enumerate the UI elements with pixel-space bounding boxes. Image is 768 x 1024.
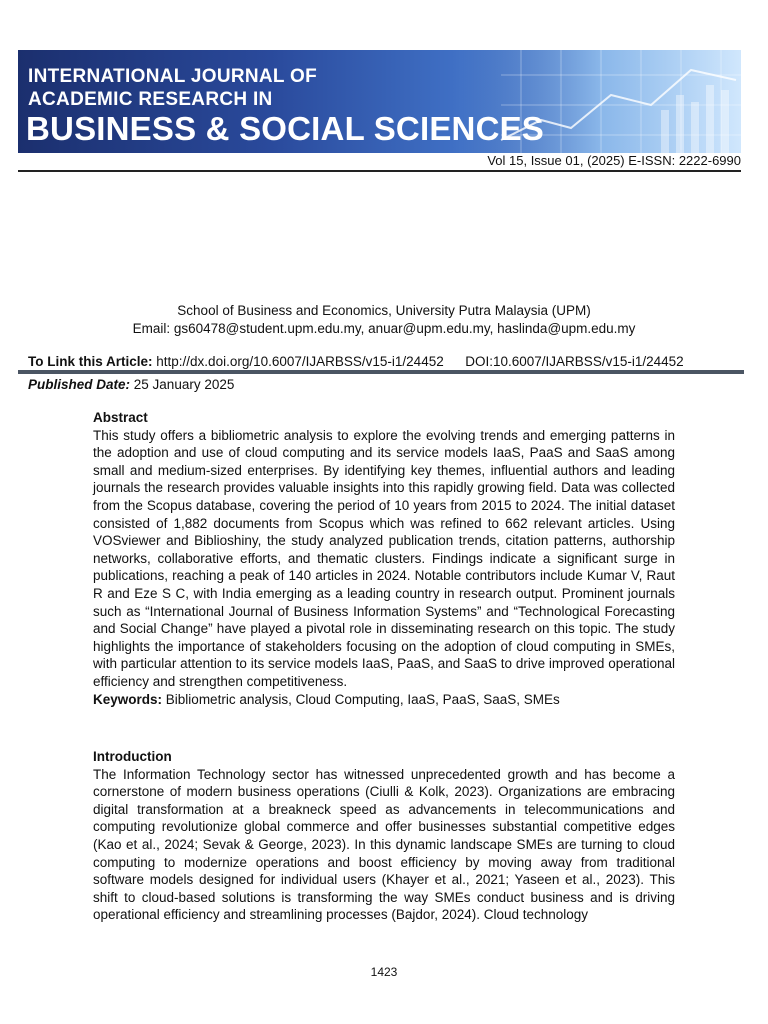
journal-title-line-1: INTERNATIONAL JOURNAL OF	[28, 66, 318, 87]
keywords-text: Bibliometric analysis, Cloud Computing, IaaS, PaaS, SaaS, SMEs	[165, 691, 560, 707]
affiliation-institution: School of Business and Economics, University Putra Malaysia (UPM)	[177, 303, 591, 318]
published-date-label: Published Date:	[28, 377, 131, 392]
article-link-line	[28, 353, 684, 371]
published-date-value: 25 January 2025	[133, 377, 235, 392]
article-doi[interactable]: DOI:10.6007/IJARBSS/v15-i1/24452	[465, 354, 684, 369]
page-number: 1423	[370, 965, 398, 979]
introduction-text: The Information Technology sector has witnessed unprecedented growth and has become a cornerstone of modern business operations (Ciulli & Kolk, 2023). Organizations are embracing digital transformation at a breakneck speed as advancements in telecommunications and computing revolutionize global commerce and offer businesses substantial competitive edges (Kao et al., 2024; Sevak & George, 2023). In this dynamic landscape SMEs are turning to cloud computing to modernize operations and boost efficiency by moving away from traditional software models designed for individual users (Khayer et al., 2021; Yaseen et al., 2023). This shift to cloud-based solutions is transforming the way SMEs conduct business and is driving operational efficiency and streamlining processes (Bajdor, 2024). Cloud technology	[93, 766, 675, 923]
journal-title-line-2: ACADEMIC RESEARCH IN	[28, 89, 273, 110]
abstract-heading: Abstract	[93, 410, 148, 425]
abstract-text: This study offers a bibliometric analysis to explore the evolving trends and emerging patterns in the adoption and use of cloud computing and its service models IaaS, PaaS and SaaS among small and medium-sized enterprises. By identifying key themes, influential authors and leading journals the research provides valuable insights into this rapidly growing field. Data was collected from the Scopus database, covering the period of 10 years from 2015 to 2024. The initial dataset consisted of 1,882 documents from Scopus which was refined to 662 relevant articles. Using VOSviewer and Biblioshiny, the study analyzed publication trends, citation patterns, authorship networks, collaborative efforts, and thematic clusters. Findings indicate a significant surge in publications, reaching a peak of 140 articles in 2024. Notable contributors include Kumar V, Raut R and Eze S C, with India emerging as a leading country in research output. Prominent journals such as “International Journal of Business Information Systems” and “Technological Forecasting and Social Change” have played a pivotal role in disseminating research on this topic. The study highlights the importance of stakeholders focusing on the adoption of cloud computing in SMEs, with particular attention to its service models IaaS, PaaS, and SaaS to drive improved operational efficiency and strengthen competitiveness.	[93, 427, 675, 689]
introduction-section	[93, 748, 675, 924]
keywords-line	[93, 691, 675, 709]
journal-banner	[18, 50, 741, 153]
article-link-url[interactable]: http://dx.doi.org/10.6007/IJARBSS/v15-i1/24452	[156, 354, 444, 369]
issue-info-bar	[18, 152, 741, 172]
introduction-heading: Introduction	[93, 749, 172, 764]
section-divider	[18, 370, 744, 374]
issue-info: Vol 15, Issue 01, (2025) E-ISSN: 2222-6990	[487, 153, 741, 168]
journal-title-line-3: BUSINESS & SOCIAL SCIENCES	[26, 110, 545, 147]
keywords-label: Keywords:	[93, 691, 163, 707]
abstract-section	[93, 409, 675, 708]
affiliation-email: Email: gs60478@student.upm.edu.my, anuar@upm.edu.my, haslinda@upm.edu.my	[132, 321, 636, 336]
published-date-line	[28, 376, 234, 394]
article-link-label: To Link this Article:	[28, 354, 153, 369]
